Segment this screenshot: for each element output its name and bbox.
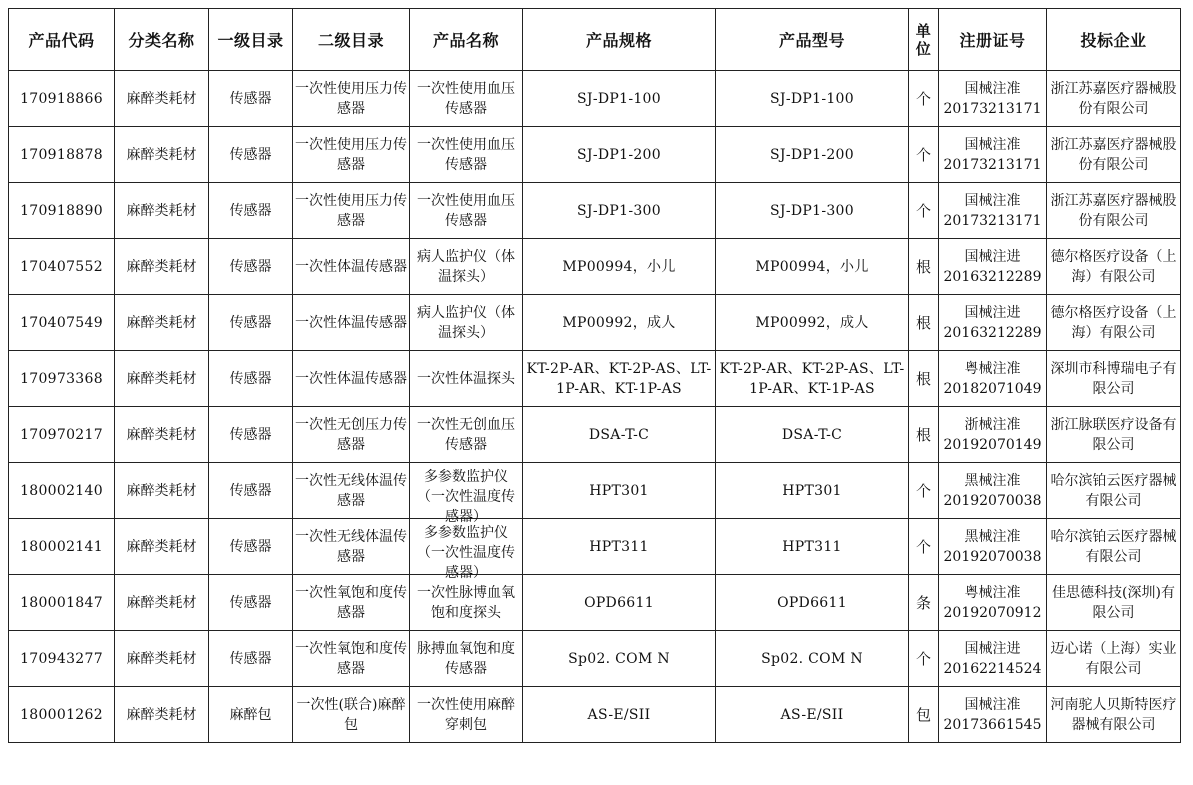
cell-company	[1047, 631, 1181, 687]
cell-model-text: Sp02. COM N	[761, 650, 863, 667]
cell-code	[9, 295, 115, 351]
header-code: 产品代码	[9, 9, 115, 71]
cell-level2-text: 一次性体温传感器	[295, 258, 407, 275]
cell-code	[9, 687, 115, 743]
cell-code-text: 170407552	[20, 258, 103, 275]
cell-level1-text: 传感器	[229, 202, 272, 219]
cell-unit-text: 个	[915, 649, 931, 668]
cell-spec	[523, 519, 716, 575]
cell-level1	[209, 295, 293, 351]
table-row	[9, 127, 1181, 183]
cell-unit-text: 根	[915, 257, 931, 276]
cell-level2	[293, 239, 410, 295]
cell-model	[716, 407, 909, 463]
cell-name-text: 病人监护仪（体温探头）	[417, 248, 515, 285]
cell-category-text: 麻醉类耗材	[126, 370, 197, 387]
cell-unit-text: 包	[915, 705, 931, 724]
cell-level1-text: 传感器	[229, 594, 272, 611]
cell-unit	[909, 463, 939, 519]
cell-category-text: 麻醉类耗材	[126, 482, 197, 499]
header-row	[9, 9, 1181, 71]
cell-reg	[939, 407, 1047, 463]
cell-code-text: 180001847	[20, 594, 103, 611]
cell-level1-text: 传感器	[229, 426, 272, 443]
cell-level2-text: 一次性使用压力传感器	[295, 136, 407, 173]
cell-company	[1047, 183, 1181, 239]
cell-level1	[209, 687, 293, 743]
cell-name	[410, 407, 523, 463]
cell-reg-text: 黑械注准20192070038	[943, 528, 1042, 565]
cell-spec-text: SJ-DP1-300	[577, 202, 661, 219]
cell-unit-text: 个	[915, 145, 931, 164]
cell-company	[1047, 463, 1181, 519]
cell-spec-text: Sp02. COM N	[568, 650, 670, 667]
cell-code-text: 170973368	[20, 370, 103, 387]
cell-model	[716, 463, 909, 519]
cell-reg	[939, 183, 1047, 239]
cell-level1-text: 麻醉包	[229, 706, 272, 723]
cell-reg	[939, 575, 1047, 631]
cell-spec-text: HPT311	[589, 538, 649, 555]
cell-company-text: 浙江脉联医疗设备有限公司	[1050, 416, 1177, 453]
cell-unit	[909, 295, 939, 351]
cell-company	[1047, 71, 1181, 127]
cell-reg	[939, 687, 1047, 743]
cell-level1	[209, 575, 293, 631]
cell-level1	[209, 71, 293, 127]
table-row	[9, 239, 1181, 295]
cell-code	[9, 463, 115, 519]
cell-reg	[939, 295, 1047, 351]
cell-model-text: HPT301	[782, 482, 842, 499]
cell-model	[716, 687, 909, 743]
cell-company	[1047, 127, 1181, 183]
cell-unit	[909, 239, 939, 295]
cell-unit-text: 个	[915, 201, 931, 220]
cell-name-text: 一次性使用血压传感器	[417, 80, 515, 117]
cell-reg-text: 浙械注准20192070149	[943, 416, 1042, 453]
cell-category-text: 麻醉类耗材	[126, 202, 197, 219]
cell-spec-text: SJ-DP1-100	[577, 90, 661, 107]
cell-level2-text: 一次性氧饱和度传感器	[295, 640, 407, 677]
cell-name	[410, 127, 523, 183]
cell-name	[410, 463, 523, 525]
header-spec: 产品规格	[523, 9, 716, 71]
cell-unit	[909, 631, 939, 687]
cell-category-text: 麻醉类耗材	[126, 314, 197, 331]
cell-spec-text: SJ-DP1-200	[577, 146, 661, 163]
cell-reg-text: 国械注进20163212289	[943, 248, 1042, 285]
cell-model	[716, 295, 909, 351]
table-row	[9, 351, 1181, 407]
cell-code-text: 170918890	[20, 202, 103, 219]
cell-name	[410, 351, 523, 407]
cell-category	[115, 71, 209, 127]
cell-spec-text: AS-E/SII	[587, 706, 651, 723]
header-level2: 二级目录	[293, 9, 410, 71]
cell-reg-text: 粤械注准20192070912	[943, 584, 1042, 621]
cell-unit-text: 根	[915, 313, 931, 332]
cell-level2-text: 一次性使用压力传感器	[295, 192, 407, 229]
cell-spec	[523, 463, 716, 519]
cell-reg-text: 粤械注准20182071049	[943, 360, 1042, 397]
cell-unit-text: 根	[915, 425, 931, 444]
cell-level2-text: 一次性无线体温传感器	[295, 528, 407, 565]
header-name: 产品名称	[410, 9, 523, 71]
cell-company-text: 佳思德科技(深圳)有限公司	[1052, 584, 1175, 621]
cell-company-text: 浙江苏嘉医疗器械股份有限公司	[1050, 192, 1177, 229]
cell-company-text: 浙江苏嘉医疗器械股份有限公司	[1050, 136, 1177, 173]
cell-reg-text: 国械注准20173213171	[943, 136, 1042, 173]
cell-level2	[293, 575, 410, 631]
cell-spec	[523, 631, 716, 687]
cell-name-text: 一次性使用血压传感器	[417, 192, 515, 229]
cell-level1	[209, 127, 293, 183]
cell-level2	[293, 295, 410, 351]
cell-code-text: 180002140	[20, 482, 103, 499]
cell-company	[1047, 519, 1181, 575]
cell-spec-text: KT-2P-AR、KT-2P-AS、LT-1P-AR、KT-1P-AS	[526, 360, 712, 397]
cell-level1-text: 传感器	[229, 482, 272, 499]
cell-code	[9, 631, 115, 687]
cell-unit-text: 个	[915, 481, 931, 500]
table-row	[9, 687, 1181, 743]
header-category: 分类名称	[115, 9, 209, 71]
cell-spec	[523, 183, 716, 239]
cell-name	[410, 183, 523, 239]
cell-code-text: 180002141	[20, 538, 103, 555]
cell-model-text: MP00992，成人	[755, 314, 869, 331]
cell-unit-text: 个	[915, 537, 931, 556]
cell-level1	[209, 351, 293, 407]
cell-level2	[293, 519, 410, 575]
cell-level2	[293, 351, 410, 407]
cell-unit	[909, 687, 939, 743]
cell-company	[1047, 407, 1181, 463]
cell-reg-text: 黑械注准20192070038	[943, 472, 1042, 509]
cell-model	[716, 631, 909, 687]
cell-level2	[293, 71, 410, 127]
cell-code	[9, 351, 115, 407]
cell-level2-text: 一次性使用压力传感器	[295, 80, 407, 117]
cell-level2	[293, 183, 410, 239]
cell-model-text: KT-2P-AR、KT-2P-AS、LT-1P-AR、KT-1P-AS	[719, 360, 905, 397]
cell-model	[716, 519, 909, 575]
cell-category	[115, 687, 209, 743]
cell-level1	[209, 183, 293, 239]
cell-reg-text: 国械注进20162214524	[943, 640, 1042, 677]
cell-reg	[939, 127, 1047, 183]
cell-company	[1047, 239, 1181, 295]
cell-code	[9, 183, 115, 239]
cell-category	[115, 127, 209, 183]
table-row	[9, 71, 1181, 127]
cell-model-text: OPD6611	[777, 594, 847, 611]
cell-model	[716, 127, 909, 183]
cell-spec	[523, 127, 716, 183]
table-row	[9, 463, 1181, 519]
cell-level1-text: 传感器	[229, 650, 272, 667]
cell-level2-text: 一次性氧饱和度传感器	[295, 584, 407, 621]
cell-model-text: DSA-T-C	[781, 426, 843, 443]
cell-spec-text: DSA-T-C	[588, 426, 650, 443]
cell-model-text: AS-E/SII	[780, 706, 844, 723]
cell-reg	[939, 351, 1047, 407]
cell-level2-text: 一次性体温传感器	[295, 314, 407, 331]
cell-spec	[523, 575, 716, 631]
table-row	[9, 183, 1181, 239]
cell-name	[410, 519, 523, 581]
cell-reg	[939, 631, 1047, 687]
cell-name-text: 多参数监护仪（一次性温度传感器）	[417, 524, 515, 581]
cell-model	[716, 575, 909, 631]
cell-name-text: 一次性体温探头	[417, 370, 515, 387]
cell-spec-text: MP00992，成人	[562, 314, 676, 331]
cell-level1-text: 传感器	[229, 370, 272, 387]
cell-code	[9, 575, 115, 631]
cell-model-text: HPT311	[782, 538, 842, 555]
cell-model-text: SJ-DP1-300	[770, 202, 854, 219]
cell-level2	[293, 407, 410, 463]
cell-category	[115, 631, 209, 687]
cell-company-text: 深圳市科博瑞电子有限公司	[1050, 360, 1177, 397]
product-table	[8, 8, 1181, 743]
cell-company	[1047, 351, 1181, 407]
cell-company	[1047, 687, 1181, 743]
cell-name	[410, 631, 523, 687]
cell-company-text: 德尔格医疗设备（上海）有限公司	[1050, 248, 1177, 285]
cell-company-text: 河南驼人贝斯特医疗器械有限公司	[1050, 696, 1177, 733]
cell-category	[115, 351, 209, 407]
product-table-container	[8, 8, 1181, 743]
cell-name	[410, 71, 523, 127]
cell-company-text: 浙江苏嘉医疗器械股份有限公司	[1050, 80, 1177, 117]
cell-code-text: 180001262	[20, 706, 103, 723]
cell-category	[115, 575, 209, 631]
cell-reg-text: 国械注准20173213171	[943, 192, 1042, 229]
cell-level2	[293, 687, 410, 743]
cell-level1-text: 传感器	[229, 146, 272, 163]
cell-unit-text: 个	[915, 89, 931, 108]
table-row	[9, 295, 1181, 351]
cell-level2	[293, 127, 410, 183]
cell-level1	[209, 631, 293, 687]
cell-category-text: 麻醉类耗材	[126, 706, 197, 723]
cell-category	[115, 239, 209, 295]
cell-level2-text: 一次性无线体温传感器	[295, 472, 407, 509]
cell-code-text: 170407549	[20, 314, 103, 331]
cell-unit	[909, 519, 939, 575]
cell-spec	[523, 71, 716, 127]
cell-category	[115, 295, 209, 351]
cell-reg	[939, 463, 1047, 519]
cell-name-text: 一次性使用血压传感器	[417, 136, 515, 173]
cell-level2	[293, 463, 410, 519]
header-reg: 注册证号	[939, 9, 1047, 71]
cell-category	[115, 183, 209, 239]
table-row	[9, 575, 1181, 631]
cell-model	[716, 183, 909, 239]
cell-model-text: MP00994，小儿	[755, 258, 869, 275]
cell-model-text: SJ-DP1-100	[770, 90, 854, 107]
cell-level2-text: 一次性(联合)麻醉包	[296, 696, 406, 733]
cell-spec	[523, 687, 716, 743]
cell-name-text: 一次性脉博血氧饱和度探头	[417, 584, 515, 621]
cell-unit	[909, 407, 939, 463]
cell-spec	[523, 351, 716, 407]
header-model: 产品型号	[716, 9, 909, 71]
cell-code-text: 170918866	[20, 90, 103, 107]
cell-name-text: 一次性无创血压传感器	[417, 416, 515, 453]
cell-company-text: 哈尔滨铂云医疗器械有限公司	[1050, 472, 1177, 509]
cell-name-text: 病人监护仪（体温探头）	[417, 304, 515, 341]
cell-spec-text: OPD6611	[584, 594, 654, 611]
cell-code-text: 170918878	[20, 146, 103, 163]
cell-category-text: 麻醉类耗材	[126, 650, 197, 667]
cell-reg-text: 国械注进20163212289	[943, 304, 1042, 341]
cell-name-text: 多参数监护仪（一次性温度传感器）	[417, 468, 515, 525]
table-row	[9, 631, 1181, 687]
cell-company-text: 哈尔滨铂云医疗器械有限公司	[1050, 528, 1177, 565]
cell-category-text: 麻醉类耗材	[126, 594, 197, 611]
cell-category	[115, 407, 209, 463]
cell-model	[716, 351, 909, 407]
cell-reg	[939, 71, 1047, 127]
cell-category-text: 麻醉类耗材	[126, 90, 197, 107]
cell-name	[410, 295, 523, 351]
cell-reg-text: 国械注准20173661545	[943, 696, 1042, 733]
cell-level1	[209, 407, 293, 463]
cell-name-text: 一次性使用麻醉穿刺包	[417, 696, 515, 733]
cell-level1	[209, 239, 293, 295]
cell-category-text: 麻醉类耗材	[126, 258, 197, 275]
cell-name	[410, 687, 523, 743]
header-unit: 单位	[909, 9, 939, 71]
header-company: 投标企业	[1047, 9, 1181, 71]
cell-code	[9, 407, 115, 463]
cell-company	[1047, 295, 1181, 351]
cell-reg	[939, 519, 1047, 575]
cell-category-text: 麻醉类耗材	[126, 426, 197, 443]
cell-model-text: SJ-DP1-200	[770, 146, 854, 163]
cell-spec-text: HPT301	[589, 482, 649, 499]
cell-spec	[523, 239, 716, 295]
table-row	[9, 407, 1181, 463]
cell-level1-text: 传感器	[229, 90, 272, 107]
cell-level1	[209, 463, 293, 519]
cell-code	[9, 127, 115, 183]
cell-unit	[909, 351, 939, 407]
cell-code	[9, 519, 115, 575]
cell-name	[410, 575, 523, 631]
cell-code	[9, 239, 115, 295]
cell-model	[716, 239, 909, 295]
cell-spec	[523, 407, 716, 463]
cell-level2-text: 一次性体温传感器	[295, 370, 407, 387]
cell-spec	[523, 295, 716, 351]
cell-unit-text: 根	[915, 369, 931, 388]
cell-code-text: 170970217	[20, 426, 103, 443]
cell-reg-text: 国械注准20173213171	[943, 80, 1042, 117]
cell-company-text: 迈心诺（上海）实业有限公司	[1050, 640, 1177, 677]
cell-unit-text: 条	[915, 593, 931, 612]
cell-company	[1047, 575, 1181, 631]
cell-level1-text: 传感器	[229, 538, 272, 555]
cell-name-text: 脉搏血氧饱和度传感器	[417, 640, 515, 677]
cell-category	[115, 519, 209, 575]
header-level1: 一级目录	[209, 9, 293, 71]
cell-company-text: 德尔格医疗设备（上海）有限公司	[1050, 304, 1177, 341]
cell-unit	[909, 71, 939, 127]
cell-name	[410, 239, 523, 295]
cell-unit	[909, 575, 939, 631]
cell-unit	[909, 183, 939, 239]
cell-category	[115, 463, 209, 519]
table-row	[9, 519, 1181, 575]
cell-code	[9, 71, 115, 127]
cell-category-text: 麻醉类耗材	[126, 146, 197, 163]
cell-code-text: 170943277	[20, 650, 103, 667]
cell-reg	[939, 239, 1047, 295]
cell-unit	[909, 127, 939, 183]
cell-model	[716, 71, 909, 127]
cell-level1	[209, 519, 293, 575]
cell-spec-text: MP00994，小儿	[562, 258, 676, 275]
cell-level2	[293, 631, 410, 687]
cell-category-text: 麻醉类耗材	[126, 538, 197, 555]
cell-level2-text: 一次性无创压力传感器	[295, 416, 407, 453]
cell-level1-text: 传感器	[229, 258, 272, 275]
cell-level1-text: 传感器	[229, 314, 272, 331]
